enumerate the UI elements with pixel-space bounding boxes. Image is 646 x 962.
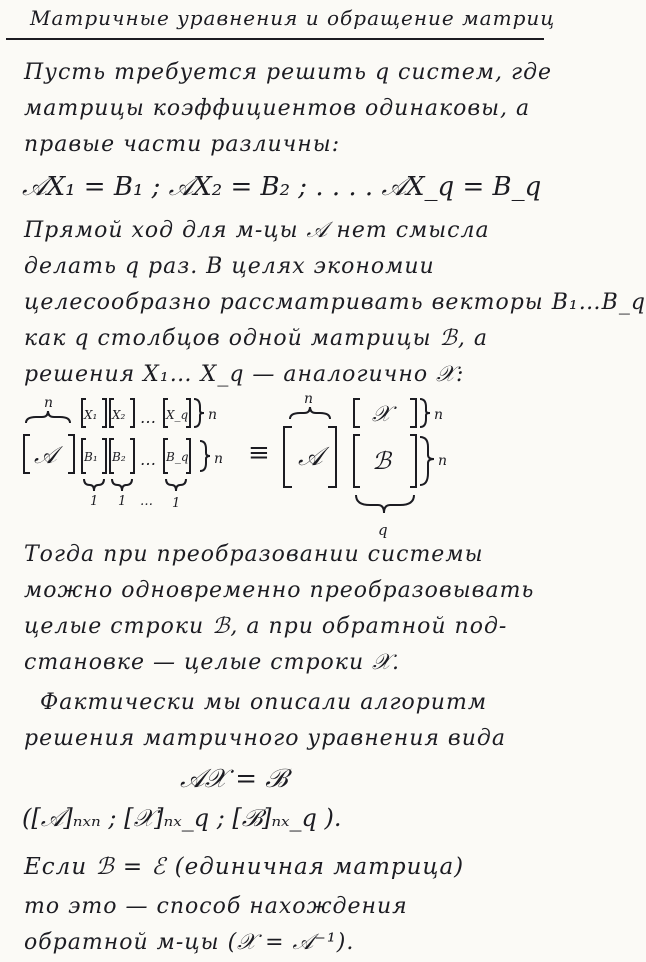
matrix-dimensions: ([𝒜]ₙₓₙ ; [𝒳]ₙₓ_q ; [ℬ]ₙₓ_q ). [22,804,342,832]
symbol-B2: B₂ [112,450,126,464]
brace-n-right-top [194,399,204,427]
label-one-2: 1 [118,494,127,509]
para2-line3: целесообразно рассматривать векторы B₁…B_q [24,290,646,315]
symbol-A: 𝒜 [34,441,57,469]
label-one-q: 1 [172,496,181,511]
brace-under-B1 [84,479,104,491]
para1-line1: Пусть требуется решить q систем, где [24,60,553,85]
title-underline [6,38,544,40]
brace-n-big-X [420,399,430,427]
symbol-Xq: X_q [166,408,189,422]
symbol-big-B: ℬ [372,447,391,475]
para3-line2: можно одновременно преобразовывать [24,578,535,603]
equiv-sign: ≡ [248,438,270,468]
para2-line2: делать q раз. В целях экономии [24,254,435,279]
brace-under-Bq [166,479,186,491]
para4-line1: Фактически мы описали алгоритм [40,690,488,715]
brace-n-top [26,411,70,423]
para1-line2: матрицы коэффициентов одинаковы, а [24,96,531,121]
para3-line4: становке — целые строки 𝒳. [24,650,401,675]
symbol-big-X: 𝒳 [372,402,391,427]
brace-n-right-bottom [200,441,210,471]
dots-X: … [140,408,156,427]
brace-under-B2 [112,479,132,491]
brace-q-under [356,495,414,513]
symbol-X2: X₂ [112,408,126,422]
symbol-big-A: 𝒜 [298,442,323,472]
label-n-big-B: n [438,453,448,469]
matrix-equation: 𝒜𝒳 = ℬ [180,764,288,794]
label-n-right-bottom: n [214,451,224,467]
para2-line4: как q столбцов одной матрицы ℬ, а [24,326,488,351]
para3-line3: целые строки ℬ, а при обратной под- [24,614,508,639]
para6-line2: обратной м-цы (𝒳 = 𝒜⁻¹). [24,930,355,955]
label-one-1: 1 [90,494,99,509]
label-n-right-top: n [208,407,218,423]
symbol-X1: X₁ [84,408,98,422]
symbol-Bq: B_q [166,450,189,464]
label-n-top: n [44,395,54,411]
systems-equation: 𝒜X₁ = B₁ ; 𝒜X₂ = B₂ ; . . . . 𝒜X_q = B_q [22,172,542,202]
label-n-big-X: n [434,407,444,423]
para6-line1: то это — способ нахождения [24,894,408,919]
para1-line3: правые части различны: [24,132,341,157]
para2-line5: решения X₁… X_q — аналогично 𝒳: [24,362,465,387]
block-matrix-diagram [16,391,536,540]
symbol-B1: B₁ [84,450,98,464]
para3-line1: Тогда при преобразовании системы [24,542,484,567]
para4-line2: решения матричного уравнения вида [24,726,506,751]
label-n-big: n [304,391,314,407]
page-title: Матричные уравнения и обращение матриц [30,6,556,30]
label-q: q [378,521,388,539]
para2-line1: Прямой ход для м-цы 𝒜 нет смысла [24,218,490,243]
dots-B: … [140,450,156,469]
para5-line: Если ℬ = ℰ (единичная матрица) [24,854,465,880]
brace-n-big-B [420,437,434,485]
dots-under: … [140,494,153,509]
brace-n-big [290,407,330,419]
